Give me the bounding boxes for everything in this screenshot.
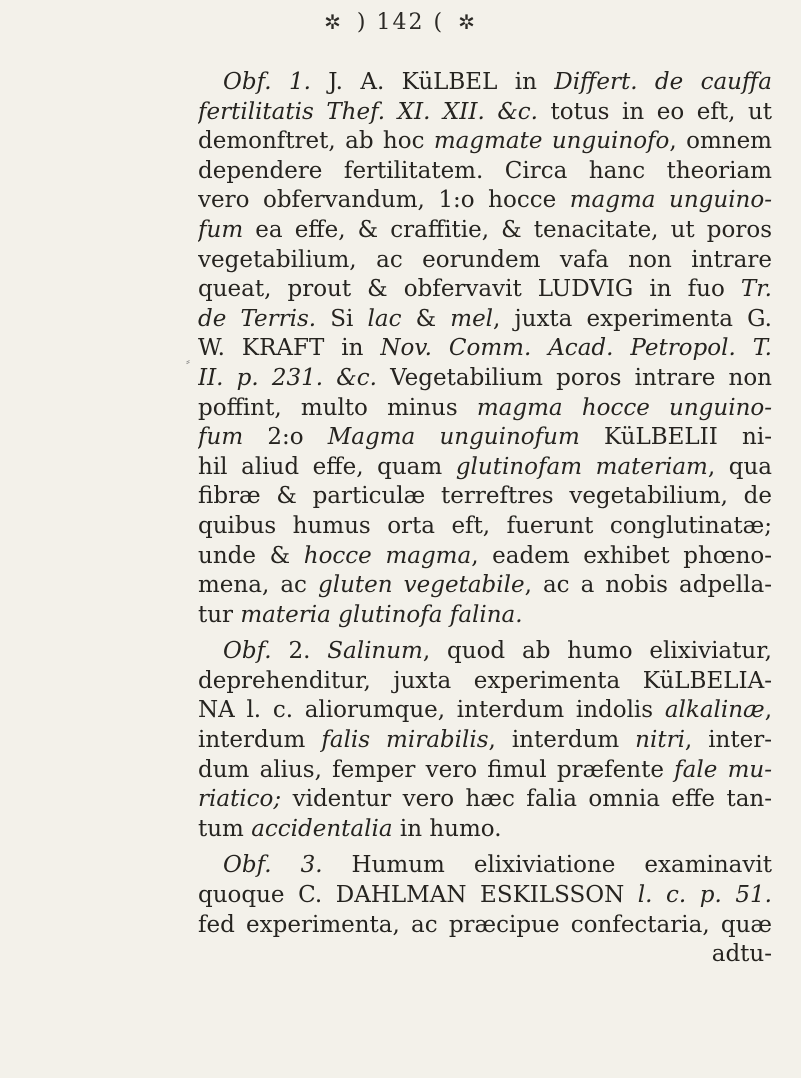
text-line <box>198 881 772 911</box>
text-line <box>198 726 772 756</box>
text-segment: Tr. <box>740 276 772 303</box>
text-line <box>198 756 772 786</box>
text-segment: , quod ab humo elixiviatur, <box>422 638 772 665</box>
page-header <box>0 10 801 35</box>
paragraph-obs2 <box>198 637 772 844</box>
text-segment: unde & <box>198 542 304 569</box>
text-line <box>198 68 772 98</box>
text-segment: fed experimenta, ac præcipue confectaria, quæ <box>198 911 772 938</box>
text-segment: magma unguino- <box>569 187 772 214</box>
text-segment: tur <box>198 601 241 628</box>
text-segment: mel <box>450 305 494 332</box>
text-segment: dum alius, femper vero fimul præfente <box>198 756 675 783</box>
text-segment: Vegetabilium poros intrare non <box>376 364 772 391</box>
text-line <box>198 275 772 305</box>
text-line <box>198 216 772 246</box>
text-segment: queat, prout & obfervavit LUDVIG in fuo <box>198 276 741 303</box>
text-segment: fum <box>198 424 244 451</box>
text-line <box>198 246 772 276</box>
text-segment: adtu- <box>711 941 772 968</box>
text-segment: Obf. 3. <box>223 852 323 879</box>
text-line <box>198 940 772 970</box>
text-segment: NA l. c. aliorumque, interdum indolis <box>198 697 665 724</box>
text-segment: J. A. KüLBEL in <box>310 69 555 95</box>
text-segment: riatico; <box>198 786 282 813</box>
text-line <box>198 667 772 697</box>
text-segment: II. p. 231. &c. <box>198 364 377 391</box>
text-segment: in humo. <box>392 815 502 842</box>
text-segment: Obf. <box>223 638 272 665</box>
text-segment: , eadem exhibet phœno- <box>471 542 772 569</box>
text-line <box>198 423 772 453</box>
text-line <box>198 364 772 394</box>
text-segment: mena, ac <box>198 572 318 599</box>
text-segment: hocce magma <box>303 542 472 569</box>
star-ornament-icon: ✲ <box>458 10 477 34</box>
text-line <box>198 785 772 815</box>
text-segment: ea effe, & craffitie, & tenacitate, ut poros <box>243 216 772 243</box>
text-line <box>198 851 772 881</box>
text-segment: tum <box>198 815 252 842</box>
text-line <box>198 394 772 424</box>
text-segment: Magma unguinofum <box>327 424 580 451</box>
text-line <box>198 637 772 667</box>
text-line <box>198 571 772 601</box>
text-segment: 2:o <box>243 424 328 451</box>
text-segment: , inter- <box>684 727 772 754</box>
text-segment: deprehenditur, juxta experimenta KüLBELIA- <box>198 667 772 694</box>
text-line <box>198 482 772 512</box>
text-line <box>198 305 772 335</box>
text-segment: quibus humus orta eft, fuerunt conglutinatæ; <box>198 512 772 539</box>
text-segment: accidentalia <box>251 815 393 842</box>
text-segment: demonftret, ab hoc <box>198 128 434 155</box>
text-segment: , omnem <box>669 128 772 155</box>
text-line <box>198 601 772 631</box>
text-segment: hil aliud effe, quam <box>198 453 456 480</box>
text-line <box>198 815 772 845</box>
text-segment: glutinofam materiam <box>455 453 708 480</box>
paragraph-obs3 <box>198 851 772 969</box>
text-line <box>198 186 772 216</box>
text-segment: alkalinæ <box>664 697 765 724</box>
text-segment: magmate unguinofo <box>433 128 670 155</box>
text-segment: l. c. p. 51. <box>637 882 772 909</box>
text-line <box>198 127 772 157</box>
text-segment: vero obfervandum, 1:o hocce <box>198 187 570 214</box>
text-segment: interdum <box>198 727 322 754</box>
text-segment: , ac a nobis adpella- <box>524 572 772 599</box>
text-line <box>198 98 772 128</box>
text-segment: lac <box>367 305 402 332</box>
text-segment: poffint, multo minus <box>198 394 477 421</box>
text-segment: W. KRAFT in <box>198 335 381 362</box>
text-segment: , juxta experimenta G. <box>493 305 772 332</box>
text-segment: , <box>764 697 772 724</box>
text-line <box>198 911 772 941</box>
paragraph-obs1 <box>198 68 772 630</box>
text-segment: Humum elixiviatione examinavit <box>322 852 772 879</box>
text-segment: magma hocce unguino- <box>476 394 772 421</box>
text-segment: vegetabilium, ac eorundem vafa non intrare <box>198 246 772 273</box>
text-segment: Differt. de cauffa <box>554 69 772 95</box>
text-segment: Si <box>316 305 368 332</box>
text-segment: videntur vero hæc falia omnia effe tan- <box>281 786 772 813</box>
star-ornament-icon: ✲ <box>324 10 343 34</box>
text-segment: , qua <box>707 453 772 480</box>
text-line <box>198 512 772 542</box>
text-segment: gluten vegetabile <box>318 572 525 599</box>
text-segment: Salinum <box>327 638 423 665</box>
text-segment: & <box>401 305 451 332</box>
text-segment: Nov. Comm. Acad. Petropol. T. <box>380 335 772 362</box>
body-text <box>198 68 772 970</box>
text-segment: de Terris. <box>198 305 317 332</box>
page-number: ) 142 ( <box>356 10 445 35</box>
text-segment: fibræ & particulæ terreftres vegetabilium, de <box>198 483 772 510</box>
text-line <box>198 542 772 572</box>
text-segment: nitri <box>635 727 685 754</box>
text-segment: totus in eo eft, ut <box>538 98 772 125</box>
text-line <box>198 334 772 364</box>
text-segment: fum <box>198 216 244 243</box>
text-segment: KüLBELII ni- <box>579 424 772 451</box>
margin-mark: ⸗ <box>186 354 190 368</box>
text-segment: , interdum <box>488 727 636 754</box>
text-segment: fale mu- <box>674 756 772 783</box>
text-segment: quoque C. DAHLMAN ESKILSSON <box>198 882 638 909</box>
text-segment: dependere fertilitatem. Circa hanc theoriam <box>198 157 772 184</box>
text-segment: falis mirabilis <box>321 727 489 754</box>
text-segment: materia glutinofa falina. <box>240 601 523 628</box>
text-segment: 2. <box>271 638 328 665</box>
text-line <box>198 453 772 483</box>
text-segment: fertilitatis Thef. XI. XII. &c. <box>198 98 538 125</box>
text-line <box>198 157 772 187</box>
text-segment: Obf. 1. <box>223 69 311 95</box>
text-line <box>198 696 772 726</box>
